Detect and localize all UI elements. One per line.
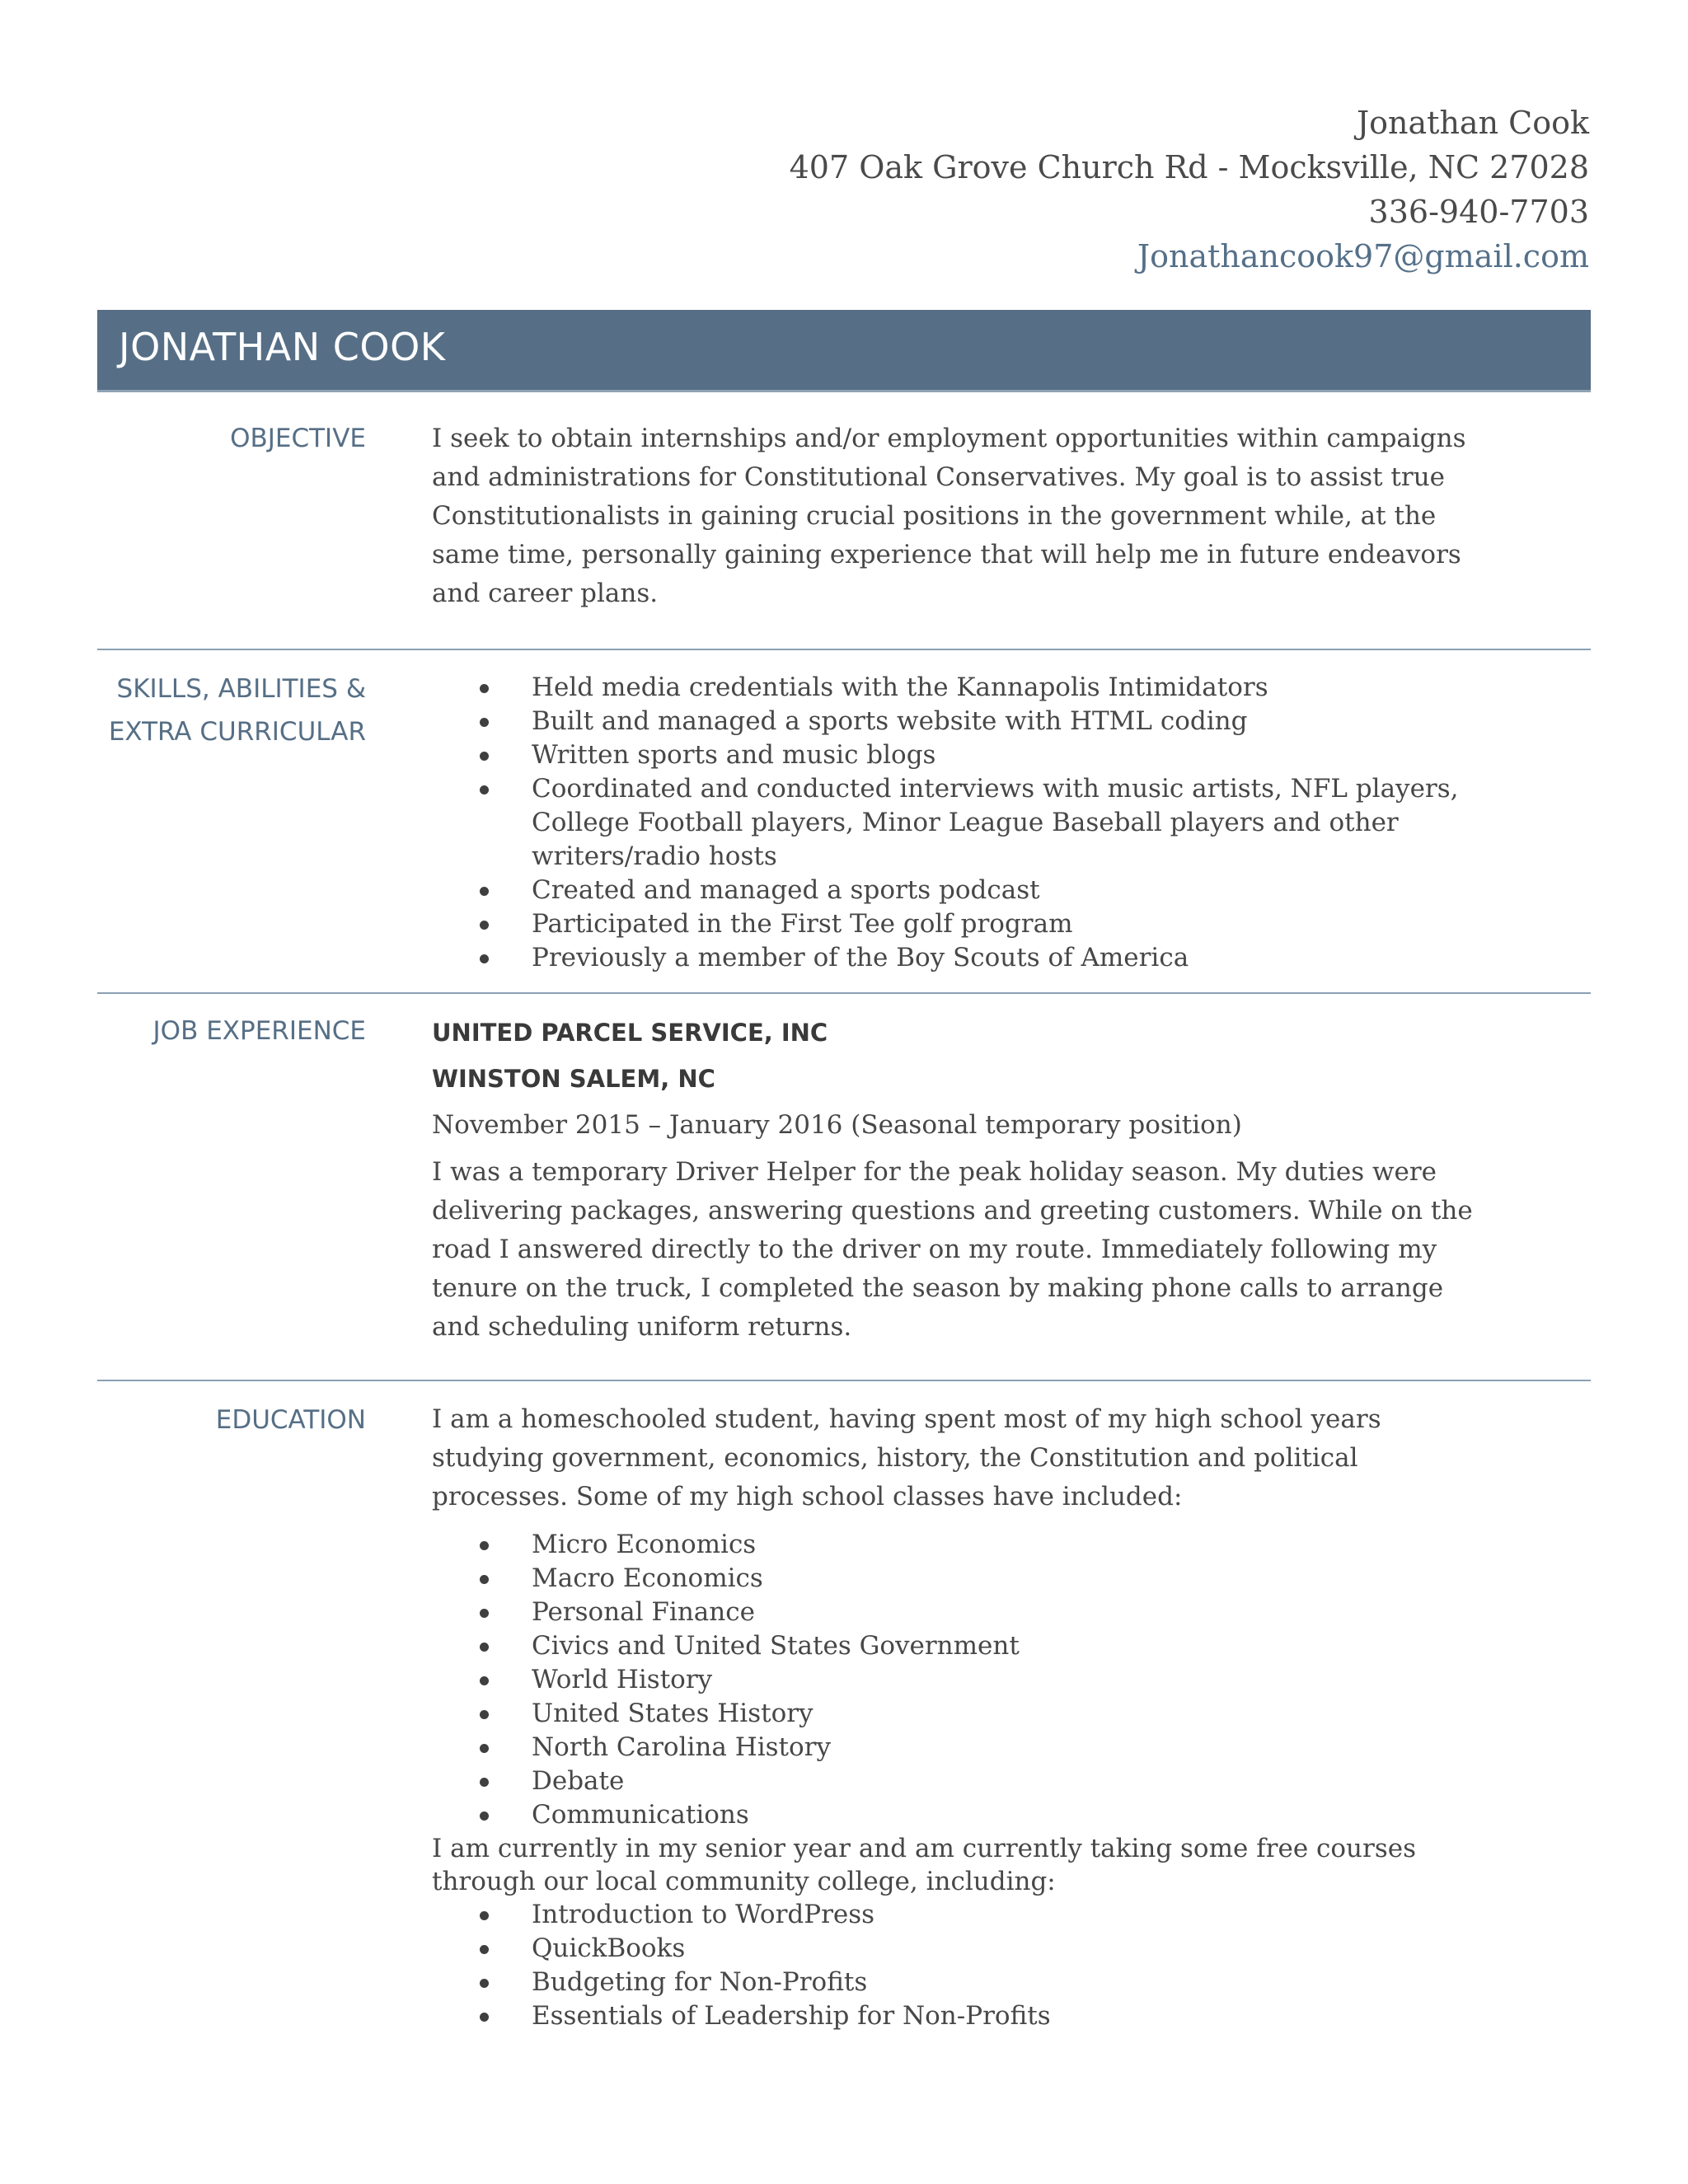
- contact-block: [353, 101, 1589, 279]
- objective-text: I seek to obtain internships and/or employment opportunities within campaigns and administrations for Constitutional Conservatives. My goal is to assist true Constitutionalists in gaining crucial positions in the government while, at the same time, personally gaining experience that will help me in future endeavors and career plans.: [432, 424, 1466, 608]
- experience-content: [432, 1010, 1495, 1347]
- list-item: Coordinated and conducted interviews with music artists, NFL players, College Football players, Minor League Baseball players and other writers/radio hosts: [432, 772, 1495, 874]
- objective-label: OBJECTIVE: [230, 424, 366, 453]
- divider: [97, 1380, 1591, 1381]
- skills-list: [432, 671, 1495, 975]
- contact-phone: 336-940-7703: [1368, 194, 1589, 230]
- list-item: Micro Economics: [432, 1528, 1495, 1562]
- list-item: Debate: [432, 1765, 1495, 1798]
- skills-list-container: [432, 671, 1495, 975]
- contact-email[interactable]: Jonathancook97@gmail.com: [1137, 238, 1589, 274]
- courses-list: [432, 1898, 1495, 2033]
- banner-name: JONATHAN COOK: [119, 325, 446, 369]
- list-item: Budgeting for Non-Profits: [432, 1966, 1495, 1999]
- divider: [97, 649, 1591, 650]
- skills-label: [97, 668, 366, 753]
- list-item: United States History: [432, 1697, 1495, 1731]
- list-item: Introduction to WordPress: [432, 1898, 1495, 1932]
- list-item: Previously a member of the Boy Scouts of America: [432, 941, 1495, 975]
- list-item: Communications: [432, 1798, 1495, 1832]
- list-item: World History: [432, 1663, 1495, 1697]
- list-item: Macro Economics: [432, 1562, 1495, 1596]
- list-item: Participated in the First Tee golf program: [432, 907, 1495, 941]
- job-dates: November 2015 – January 2016 (Seasonal temporary position): [432, 1110, 1242, 1140]
- list-item: Held media credentials with the Kannapolis Intimidators: [432, 671, 1495, 705]
- skills-label-line2: EXTRA CURRICULAR: [108, 717, 366, 747]
- list-item: Written sports and music blogs: [432, 738, 1495, 772]
- list-item: Created and managed a sports podcast: [432, 874, 1495, 907]
- college-intro: I am currently in my senior year and am currently taking some free courses through our local community college, including:: [432, 1834, 1416, 1896]
- job-description: I was a temporary Driver Helper for the peak holiday season. My duties were delivering packages, answering questions and greeting customers. While on the road I answered directly to the driver on my route. Immediately following my tenure on the truck, I completed the season by making phone calls to arrange and scheduling uniform returns.: [432, 1157, 1473, 1342]
- experience-label: JOB EXPERIENCE: [152, 1016, 366, 1046]
- skills-label-line1: SKILLS, ABILITIES &: [116, 674, 366, 704]
- contact-address: 407 Oak Grove Church Rd - Mocksville, NC 27028: [789, 149, 1589, 185]
- contact-name: Jonathan Cook: [1356, 105, 1589, 141]
- list-item: Personal Finance: [432, 1596, 1495, 1629]
- education-content: [432, 1400, 1495, 2033]
- divider: [97, 992, 1591, 994]
- company-name: UNITED PARCEL SERVICE, INC: [432, 1019, 828, 1047]
- education-label: EDUCATION: [215, 1405, 366, 1435]
- job-location: WINSTON SALEM, NC: [432, 1065, 715, 1093]
- classes-list: [432, 1528, 1495, 1832]
- list-item: Civics and United States Government: [432, 1629, 1495, 1663]
- list-item: North Carolina History: [432, 1731, 1495, 1765]
- list-item: Built and managed a sports website with HTML coding: [432, 705, 1495, 738]
- name-banner: [97, 310, 1591, 392]
- list-item: Essentials of Leadership for Non-Profits: [432, 1999, 1495, 2033]
- list-item: QuickBooks: [432, 1932, 1495, 1966]
- education-intro: I am a homeschooled student, having spent most of my high school years studying government, economics, history, the Constitution and political processes. Some of my high school classes have included:: [432, 1404, 1381, 1511]
